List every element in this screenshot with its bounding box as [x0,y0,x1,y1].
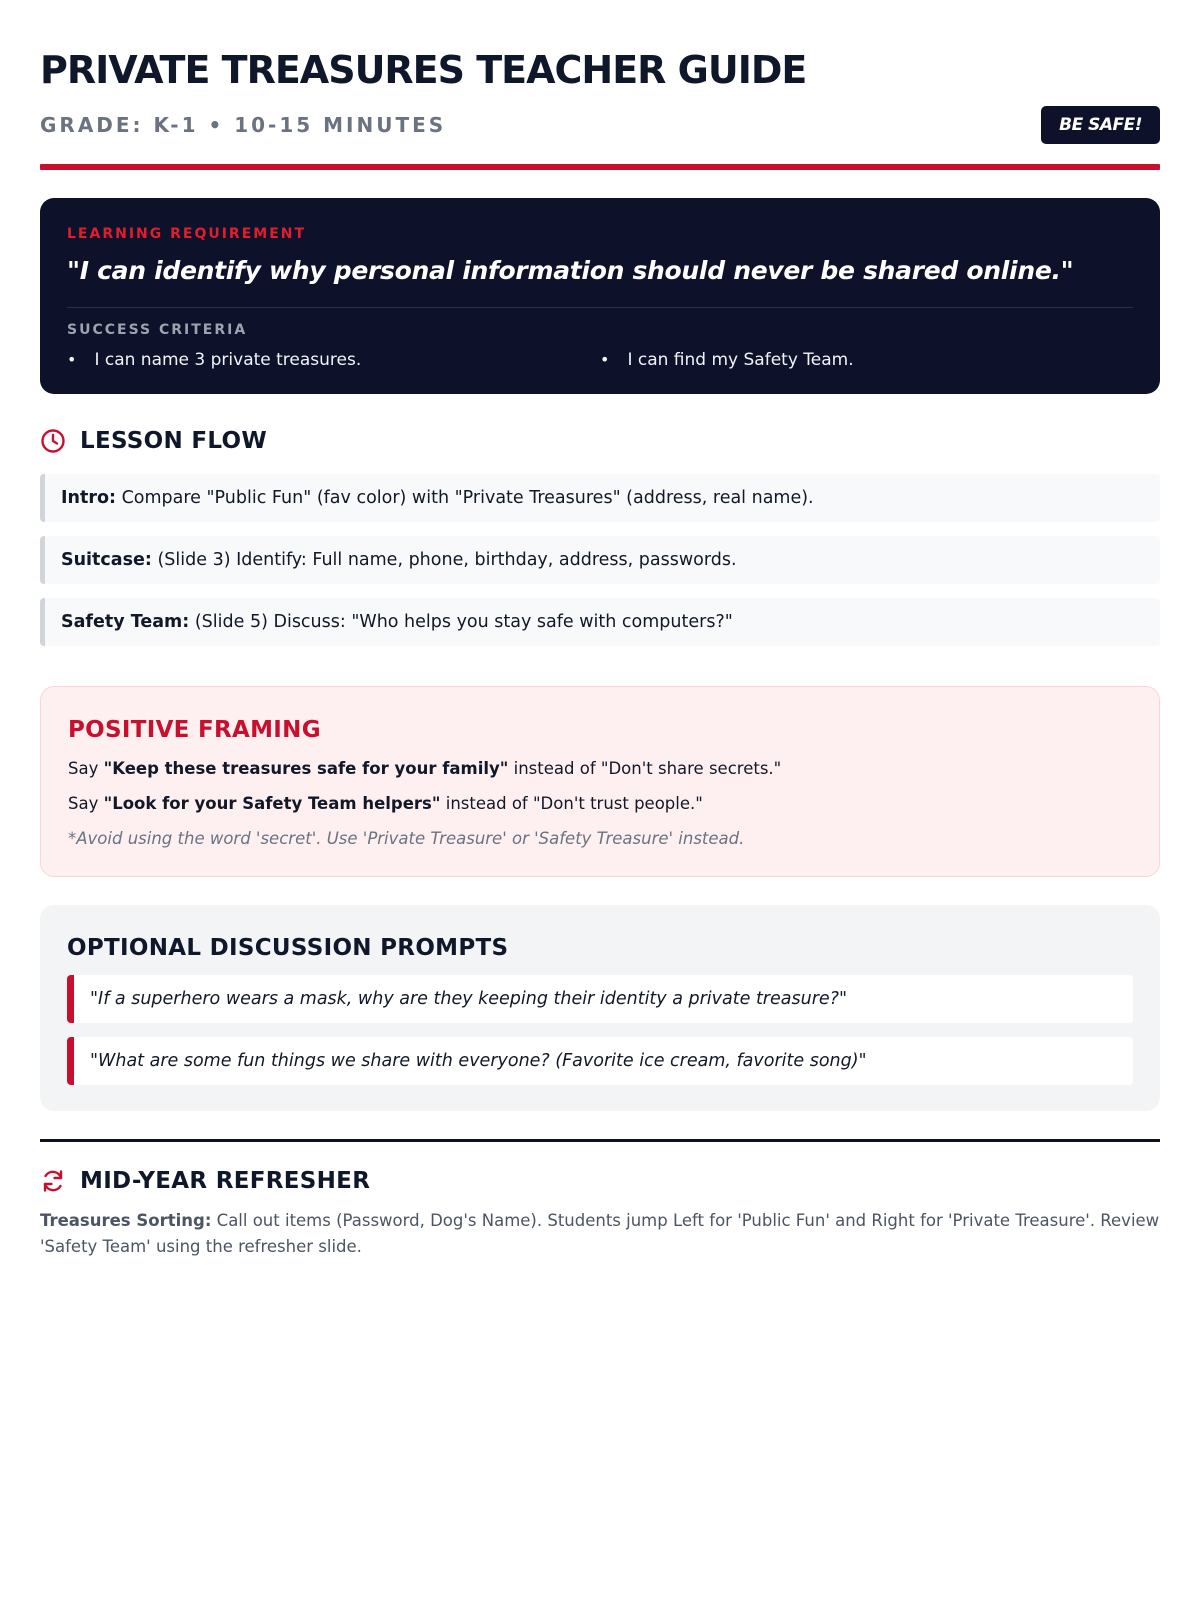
positive-framing-title: POSITIVE FRAMING [68,716,321,743]
framing-phrase: "Look for your Safety Team helpers" [103,793,441,813]
lesson-flow-item [40,474,1160,522]
framing-prefix: Say [68,758,104,778]
success-criteria-item: • I can name 3 private treasures. [67,350,600,370]
success-criteria-item: • I can find my Safety Team. [600,350,1133,370]
positive-framing-card [40,686,1160,877]
clock-icon [40,428,66,454]
flow-item-text: (Slide 5) Discuss: "Who helps you stay safe with computers?" [189,611,733,632]
lesson-flow-title: LESSON FLOW [80,427,268,454]
section-divider [40,1139,1160,1142]
lesson-flow-header [40,428,1160,454]
lesson-flow-item [40,536,1160,584]
framing-prefix: Say [68,793,104,813]
refresher-body: Call out items (Password, Dog's Name). Students jump Left for 'Public Fun' and Right for 'Private Treasure'. Review 'Safety Team' using the refresher slide. [40,1210,1160,1256]
lesson-flow-list [40,474,1160,646]
discussion-prompt: "If a superhero wears a mask, why are they keeping their identity a private treasure?" [67,975,1133,1023]
success-criteria-list [67,350,1133,370]
discussion-prompts-title: OPTIONAL DISCUSSION PROMPTS [67,934,509,961]
refresher-description [40,1208,1160,1261]
discussion-prompts-card [40,905,1160,1111]
framing-phrase: "Keep these treasures safe for your family" [103,758,509,778]
framing-suffix: instead of "Don't share secrets." [508,758,782,778]
refresher-header [40,1168,1160,1194]
framing-suffix: instead of "Don't trust people." [440,793,703,813]
grade-duration: GRADE: K-1 • 10-15 MINUTES [40,112,447,137]
card-divider [67,307,1133,308]
page-title: PRIVATE TREASURES TEACHER GUIDE [40,48,807,92]
refresh-icon [40,1168,66,1194]
refresher-title: MID-YEAR REFRESHER [80,1167,371,1194]
refresher-label: Treasures Sorting: [40,1210,212,1230]
flow-item-label: Safety Team: [61,611,190,632]
header-subrow [40,106,1160,144]
learning-requirement-card [40,198,1160,394]
lesson-flow-item [40,598,1160,646]
flow-item-label: Suitcase: [61,549,152,570]
success-criteria-label: SUCCESS CRITERIA [67,321,248,338]
flow-item-text: Compare "Public Fun" (fav color) with "Private Treasures" (address, real name). [116,487,814,508]
be-safe-badge: BE SAFE! [1041,106,1160,144]
framing-line [68,759,1132,778]
flow-item-label: Intro: [61,487,116,508]
framing-line [68,794,1132,813]
learning-requirement-quote: "I can identify why personal information should never be shared online." [67,255,1074,285]
flow-item-text: (Slide 3) Identify: Full name, phone, birthday, address, passwords. [151,549,737,570]
learning-requirement-label: LEARNING REQUIREMENT [67,225,307,242]
discussion-prompt: "What are some fun things we share with everyone? (Favorite ice cream, favorite song)" [67,1037,1133,1085]
header-divider [40,164,1160,170]
framing-note: *Avoid using the word 'secret'. Use 'Private Treasure' or 'Safety Treasure' instead. [68,828,745,848]
